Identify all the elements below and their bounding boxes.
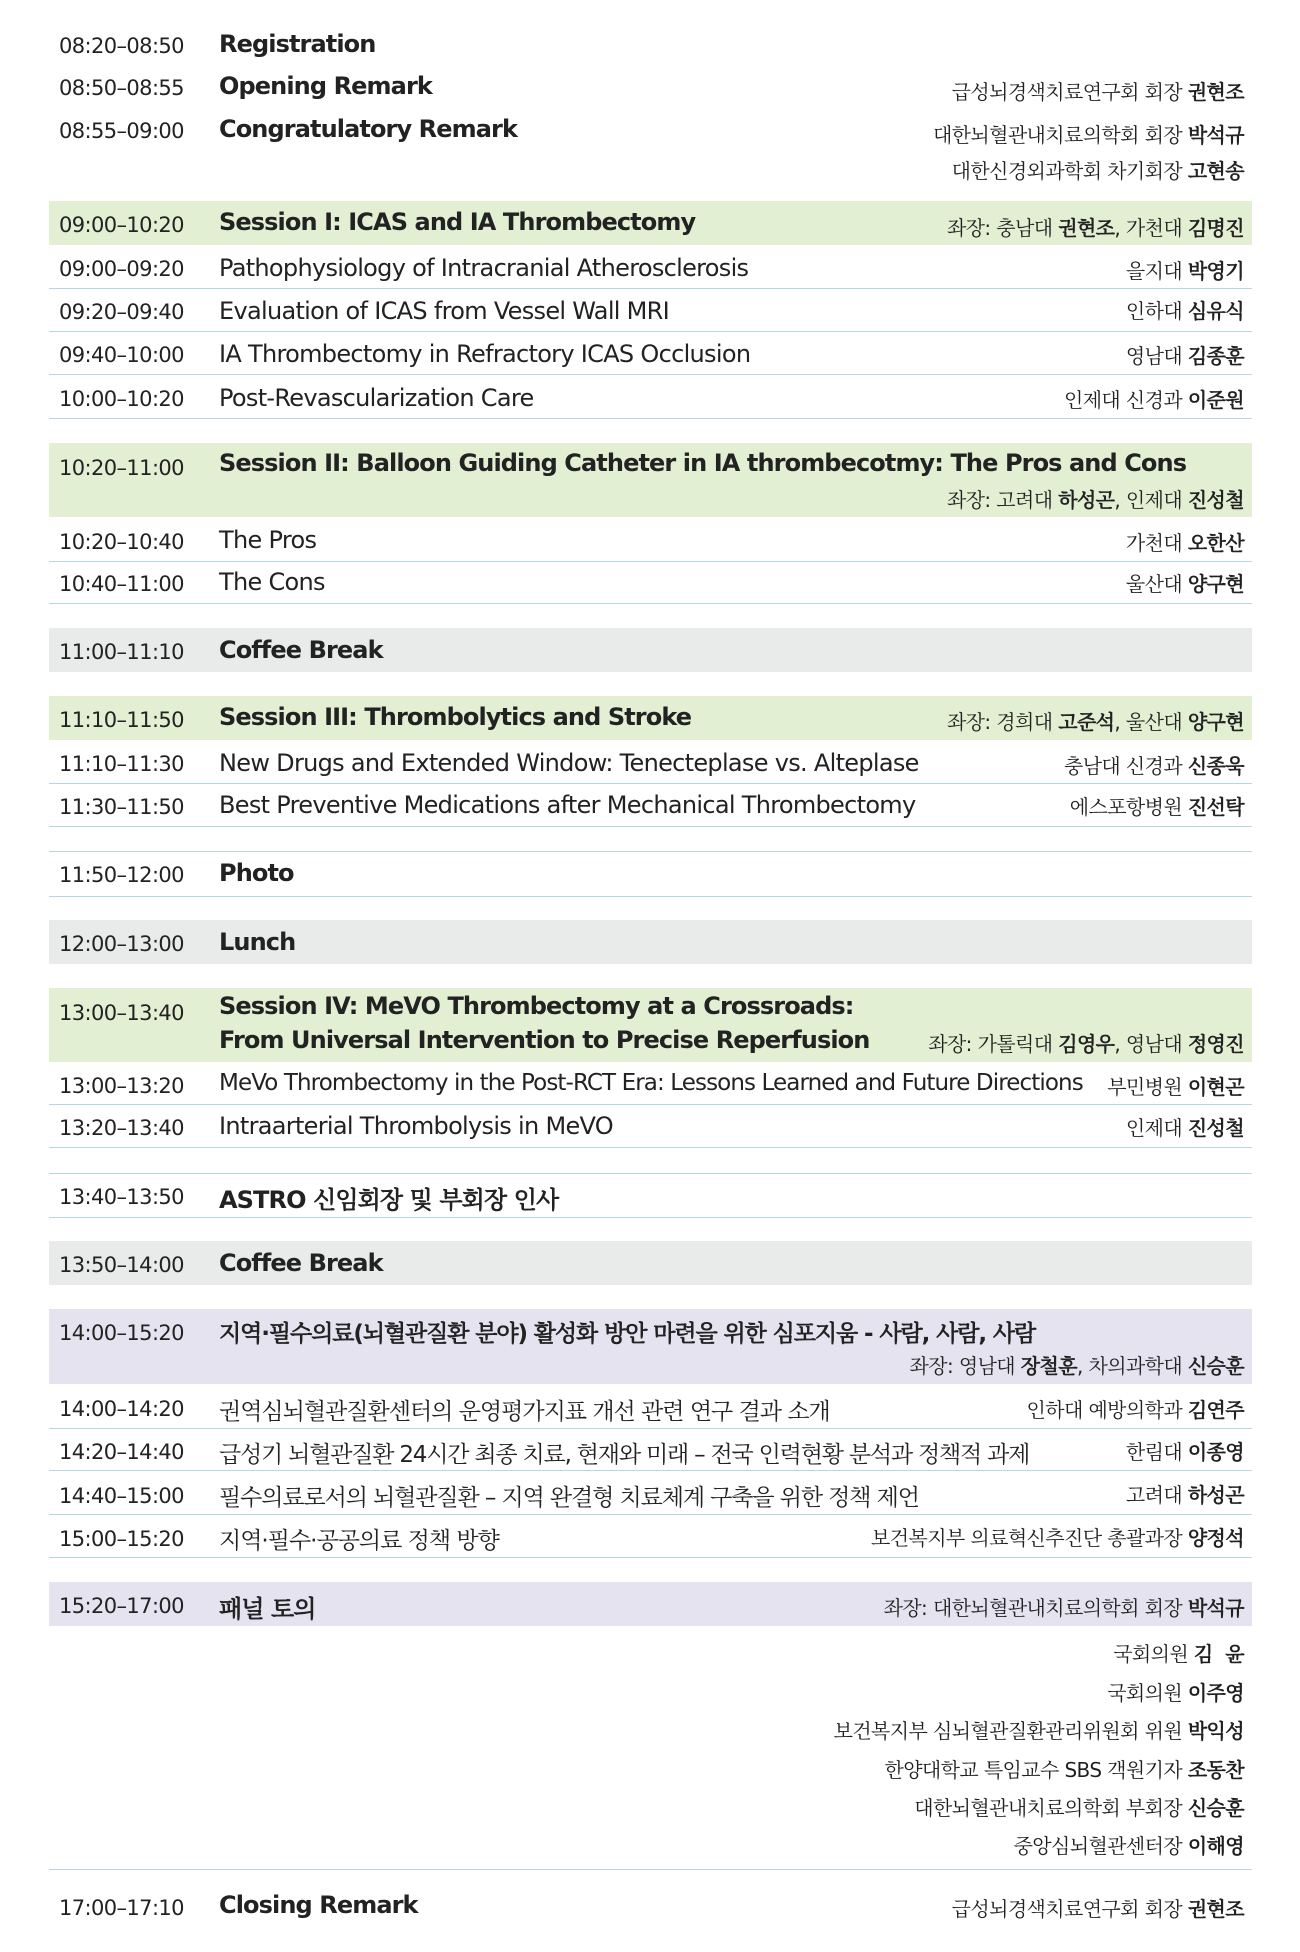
time: 09:20–09:40 xyxy=(59,300,184,324)
talk-row xyxy=(49,245,1252,289)
talk-title: MeVo Thrombectomy in the Post-RCT Era: Lessons Learned and Future Directions xyxy=(219,1070,1083,1096)
panelist: 보건복지부 심뇌혈관질환관리위원회 위원 박익성 xyxy=(833,1719,1244,1743)
talk-title: The Cons xyxy=(219,568,325,596)
speaker: 가천대 오한산 xyxy=(1125,531,1244,555)
speaker: 고려대 하성곤 xyxy=(1125,1483,1244,1507)
time: 13:40–13:50 xyxy=(59,1185,184,1209)
talk-row xyxy=(49,784,1252,827)
talk-row xyxy=(49,1384,1252,1429)
speaker: 대한뇌혈관내치료의학회 회장 박석규 xyxy=(932,123,1244,147)
title: Closing Remark xyxy=(219,1891,418,1919)
panelist: 국회의원 이주영 xyxy=(1107,1681,1244,1705)
time: 17:00–17:10 xyxy=(59,1896,184,1920)
time: 10:40–11:00 xyxy=(59,572,184,596)
time: 10:20–11:00 xyxy=(59,456,184,480)
speaker: 급성뇌경색치료연구회 회장 권현조 xyxy=(951,80,1244,104)
title: Lunch xyxy=(219,928,296,956)
session-4-header xyxy=(49,988,1252,1062)
talk-row xyxy=(49,1471,1252,1515)
session-title: Session I: ICAS and IA Thrombectomy xyxy=(219,208,696,236)
title: Photo xyxy=(219,859,294,887)
talk-row xyxy=(49,289,1252,332)
title: Opening Remark xyxy=(219,72,432,100)
coffee-break-row xyxy=(49,1241,1252,1285)
panel-discussion-header xyxy=(49,1582,1252,1626)
talk-row xyxy=(49,375,1252,419)
time: 13:50–14:00 xyxy=(59,1253,184,1277)
talk-title: Evaluation of ICAS from Vessel Wall MRI xyxy=(219,297,670,325)
panelist: 대한뇌혈관내치료의학회 부회장 신승훈 xyxy=(914,1796,1244,1820)
schedule-row-congratulatory-remark xyxy=(49,113,1252,183)
time: 09:00–10:20 xyxy=(59,213,184,237)
speaker: 충남대 신경과 신종욱 xyxy=(1063,754,1244,778)
talk-row xyxy=(49,1429,1252,1471)
session-chair: 좌장: 가톨릭대 김영우, 영남대 정영진 xyxy=(928,1032,1244,1056)
title: ASTRO 신임회장 및 부회장 인사 xyxy=(219,1186,559,1214)
time: 09:00–09:20 xyxy=(59,257,184,281)
session-3-header xyxy=(49,696,1252,740)
coffee-break-row xyxy=(49,628,1252,672)
time: 11:50–12:00 xyxy=(59,863,184,887)
time: 11:10–11:30 xyxy=(59,752,184,776)
session-title-line-1: Session IV: MeVO Thrombectomy at a Crossroads: xyxy=(219,992,854,1020)
time: 12:00–13:00 xyxy=(59,932,184,956)
time: 15:20–17:00 xyxy=(59,1594,184,1618)
time: 11:00–11:10 xyxy=(59,640,184,664)
lunch-row xyxy=(49,920,1252,964)
title: 패널 토의 xyxy=(219,1595,316,1623)
talk-title: 권역심뇌혈관질환센터의 운영평가지표 개선 관련 연구 결과 소개 xyxy=(219,1399,830,1425)
title: Registration xyxy=(219,30,376,58)
schedule-row-closing-remark xyxy=(49,1884,1252,1928)
session-title: 지역·필수의료(뇌혈관질환 분야) 활성화 방안 마련을 위한 심포지움 - 사람, 사람, 사람 xyxy=(219,1321,1036,1347)
speaker: 부민병원 이현곤 xyxy=(1107,1075,1244,1099)
time: 14:00–15:20 xyxy=(59,1321,184,1345)
talk-row xyxy=(49,740,1252,784)
time: 11:10–11:50 xyxy=(59,708,184,732)
speaker: 울산대 양구현 xyxy=(1125,572,1244,596)
talk-title: Best Preventive Medications after Mechanical Thrombectomy xyxy=(219,791,916,819)
session-title: Session II: Balloon Guiding Catheter in IA thrombecotmy: The Pros and Cons xyxy=(219,449,1187,477)
time: 10:20–10:40 xyxy=(59,530,184,554)
time: 13:00–13:40 xyxy=(59,1001,184,1025)
speaker: 을지대 박영기 xyxy=(1125,259,1244,283)
speaker: 한림대 이종영 xyxy=(1125,1440,1244,1464)
talk-row xyxy=(49,1515,1252,1558)
speaker: 인제대 진성철 xyxy=(1125,1116,1244,1140)
session-title-line-2: From Universal Intervention to Precise Reperfusion xyxy=(219,1026,870,1054)
session-chair: 좌장: 고려대 하성곤, 인제대 진성철 xyxy=(946,488,1244,512)
speaker: 인하대 심유식 xyxy=(1125,299,1244,323)
speaker: 영남대 김종훈 xyxy=(1125,344,1244,368)
talk-title: The Pros xyxy=(219,526,317,554)
time: 09:40–10:00 xyxy=(59,343,184,367)
time: 08:20–08:50 xyxy=(59,34,184,58)
speaker: 인하대 예방의학과 김연주 xyxy=(1026,1398,1244,1422)
schedule-row-opening-remark xyxy=(49,70,1252,106)
session-1-header xyxy=(49,201,1252,245)
time: 13:00–13:20 xyxy=(59,1074,184,1098)
time: 11:30–11:50 xyxy=(59,795,184,819)
session-chair: 좌장: 대한뇌혈관내치료의학회 회장 박석규 xyxy=(883,1596,1244,1620)
talk-title: Pathophysiology of Intracranial Atherosclerosis xyxy=(219,254,749,282)
speaker: 보건복지부 의료혁신추진단 총괄과장 양정석 xyxy=(871,1526,1244,1550)
time: 08:55–09:00 xyxy=(59,119,184,143)
astro-greeting-row xyxy=(49,1173,1252,1218)
session-2-header xyxy=(49,443,1252,517)
title: Coffee Break xyxy=(219,1249,383,1277)
talk-row xyxy=(49,1105,1252,1148)
time: 14:20–14:40 xyxy=(59,1440,184,1464)
talk-row xyxy=(49,562,1252,604)
panelist: 한양대학교 특임교수 SBS 객원기자 조동찬 xyxy=(884,1758,1244,1782)
panelist: 중앙심뇌혈관센터장 이해영 xyxy=(1013,1834,1244,1858)
speaker: 에스포항병원 진선탁 xyxy=(1069,795,1244,819)
session-chair: 좌장: 충남대 권현조, 가천대 김명진 xyxy=(946,216,1244,240)
photo-row xyxy=(49,851,1252,897)
talk-title: New Drugs and Extended Window: Tenecteplase vs. Alteplase xyxy=(219,749,919,777)
time: 14:00–14:20 xyxy=(59,1397,184,1421)
talk-title: 급성기 뇌혈관질환 24시간 최종 치료, 현재와 미래 – 전국 인력현황 분석과 정책적 과제 xyxy=(219,1442,1030,1468)
time: 14:40–15:00 xyxy=(59,1484,184,1508)
panelist: 국회의원 김 윤 xyxy=(1113,1642,1244,1666)
talk-row xyxy=(49,1062,1252,1105)
schedule-row-registration xyxy=(49,28,1252,64)
panel-members xyxy=(49,1626,1252,1870)
time: 10:00–10:20 xyxy=(59,387,184,411)
session-chair: 좌장: 경희대 고준석, 울산대 양구현 xyxy=(946,710,1244,734)
session-title: Session III: Thrombolytics and Stroke xyxy=(219,703,692,731)
talk-row xyxy=(49,332,1252,375)
session-chair: 좌장: 영남대 장철훈, 차의과학대 신승훈 xyxy=(909,1354,1244,1378)
talk-title: Intraarterial Thrombolysis in MeVO xyxy=(219,1112,613,1140)
speaker-2: 대한신경외과학회 차기회장 고현송 xyxy=(951,159,1244,183)
talk-title: 지역·필수·공공의료 정책 방향 xyxy=(219,1528,499,1554)
talk-row xyxy=(49,517,1252,562)
speaker: 인제대 신경과 이준원 xyxy=(1063,388,1244,412)
talk-title: Post-Revascularization Care xyxy=(219,384,534,412)
title: Congratulatory Remark xyxy=(219,115,518,143)
time: 13:20–13:40 xyxy=(59,1116,184,1140)
speaker: 급성뇌경색치료연구회 회장 권현조 xyxy=(951,1897,1244,1921)
talk-title: IA Thrombectomy in Refractory ICAS Occlusion xyxy=(219,340,751,368)
title: Coffee Break xyxy=(219,636,383,664)
time: 15:00–15:20 xyxy=(59,1527,184,1551)
time: 08:50–08:55 xyxy=(59,76,184,100)
symposium-header xyxy=(49,1309,1252,1384)
talk-title: 필수의료로서의 뇌혈관질환 – 지역 완결형 치료체계 구축을 위한 정책 제언 xyxy=(219,1485,919,1511)
